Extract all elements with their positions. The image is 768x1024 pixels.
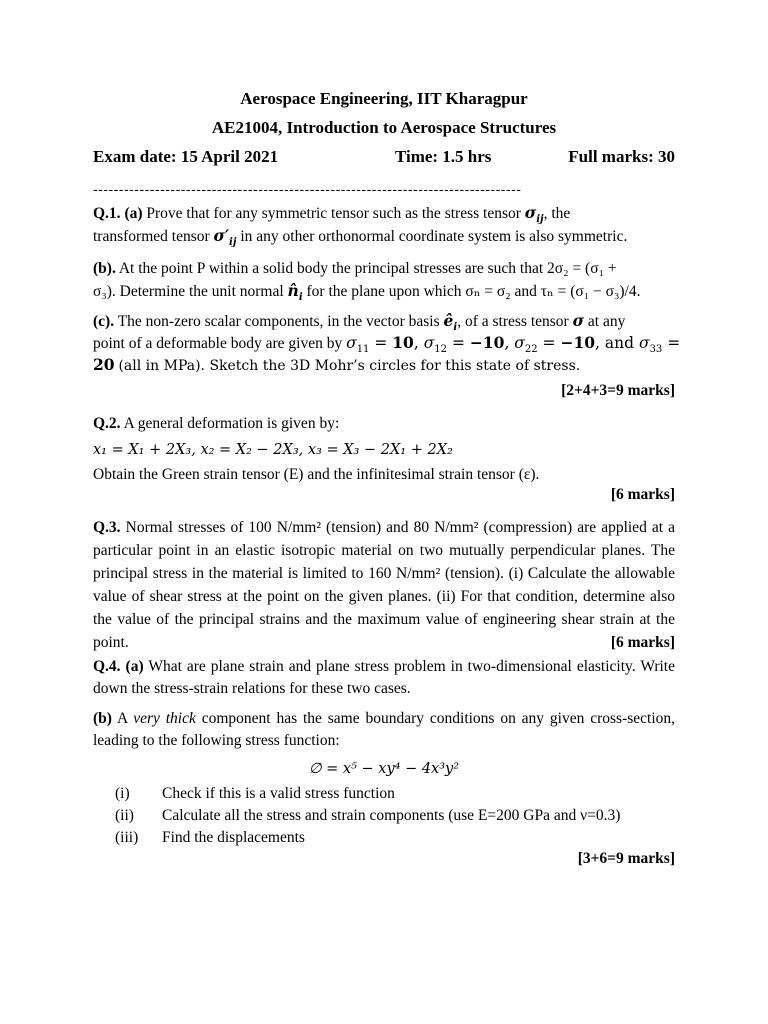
q4-label: Q.4. [93, 658, 121, 675]
q2-text: A general deformation is given by: [123, 415, 340, 432]
q4b-item-3-text: Find the displacements [162, 829, 305, 846]
q1a-text-3: transformed tensor [93, 228, 210, 245]
q4b-italic: very thick [133, 710, 196, 727]
q1c-text-5: (all in MPa). Sketch the 3D Mohr’s circles for this state of stress. [118, 358, 581, 374]
q4b-text-1: A [116, 710, 128, 727]
q1-marks: [2+4+3=9 marks] [561, 382, 675, 399]
full-marks: Full marks: 30 [568, 147, 675, 166]
course-title: AE21004, Introduction to Aerospace Structures [211, 118, 557, 137]
q4a-label: (a) [125, 658, 144, 675]
q1b-text-1: At the point P within a solid body the principal stresses are such that 2σ₂ = (σ₁ + [118, 260, 617, 277]
basis-vector-symbol: $ê_i$ [443, 311, 458, 334]
unit-normal-symbol: $n̂_i$ [287, 281, 303, 304]
q1c-text-1: The non-zero scalar components, in the vector basis [117, 313, 440, 330]
q4b-paragraph [93, 708, 675, 752]
q4b-item-1-text: Check if this is a valid stress function [162, 785, 395, 802]
q1-label: Q.1. [93, 205, 121, 222]
q1c-text-2: , of a stress tensor [457, 313, 569, 330]
q1c-text-3: at any [587, 313, 626, 330]
q3-text: Normal stresses of 100 N/mm² (tension) and 80 N/mm² (compression) are applied at a particular point in an elastic isotropic material on two mutually perpendicular planes. The principal stress in the material is limited to 160 N/mm² (tension). (i) Calculate the allowable value of shear stress at the point on the given planes. (ii) For that condition, determine also the value of the principal strains and the maximum value of engineering shear strain at the point. [93, 519, 675, 651]
q1b-line-1 [93, 258, 675, 280]
q4b-item-3 [115, 827, 305, 849]
q4b-item-2 [115, 805, 620, 827]
sigma-prime-ij-symbol: $\sigma'_{ij}$ [213, 226, 237, 249]
exam-time: Time: 1.5 hrs [394, 147, 492, 166]
q1c-line-3 [93, 354, 675, 377]
sigma-symbol: σ [572, 311, 585, 330]
q1a-text-4: in any other orthonormal coordinate system is also symmetric. [240, 228, 628, 245]
institution-title: Aerospace Engineering, IIT Kharagpur [240, 89, 528, 108]
stress-function-equation: ∅ = x⁵ − xy⁴ − 4x³y² [308, 761, 460, 777]
q2-label: Q.2. [93, 415, 121, 432]
q4-marks: [3+6=9 marks] [577, 850, 675, 867]
q1b-label: (b). [93, 260, 116, 277]
q4b-item-2-text: Calculate all the stress and strain components (use E=200 GPa and ν=0.3) [162, 807, 621, 824]
q1a-text-1: Prove that for any symmetric tensor such as the stress tensor [146, 205, 521, 222]
q2-equation: x₁ = X₁ + 2X₃, x₂ = X₂ − 2X₃, x₃ = X₃ − 2X₁ + 2X₂ [93, 442, 453, 458]
q4b-label: (b) [93, 710, 112, 727]
separator-line: ----------------------------------------------------------------------------------- [93, 181, 522, 197]
q1a-label: (a) [124, 205, 143, 222]
q1c-text-4: point of a deformable body are given by [93, 335, 343, 352]
q4b-text-2: component has the same boundary conditions on any given cross-section, leading to the following stress function: [93, 710, 676, 749]
q3-marks: [6 marks] [610, 634, 675, 651]
exam-date: Exam date: 15 April 2021 [93, 147, 279, 166]
q1b-text-3: for the plane upon which σₙ = σ₂ and τₙ = (σ₁ − σ₃)/4. [306, 283, 641, 300]
q4b-item-3-num: (iii) [115, 829, 139, 846]
sigma33-value: 20 [93, 355, 115, 374]
sigma-ij-symbol: $\sigma_{ij}$ [524, 203, 544, 226]
q4a-paragraph [93, 656, 675, 700]
q4a-text: What are plane strain and plane stress problem in two-dimensional elasticity. Write down the stress-strain relations for these two cases. [93, 658, 675, 697]
stress-components: $\sigma_{11} = 10$, $\sigma_{12} = -10$, $\sigma_{22} = -10$, and $\sigma_{33}$ = [346, 333, 681, 356]
exam-info-row [93, 146, 675, 168]
q2-obtain: Obtain the Green strain tensor (E) and the infinitesimal strain tensor (ε). [93, 466, 540, 483]
q2-line-1 [93, 413, 675, 435]
q1a-line-2 [93, 225, 675, 254]
q4b-item-1-num: (i) [115, 785, 130, 802]
q4b-item-2-num: (ii) [115, 807, 134, 824]
q4b-item-1 [115, 783, 395, 805]
q2-marks: [6 marks] [610, 486, 675, 503]
q3-label: Q.3. [93, 519, 121, 536]
q1a-text-2: , the [543, 205, 571, 222]
q1b-text-2: σ₃). Determine the unit normal [93, 283, 284, 300]
q1b-line-2 [93, 280, 675, 309]
q1c-label: (c). [93, 313, 115, 330]
